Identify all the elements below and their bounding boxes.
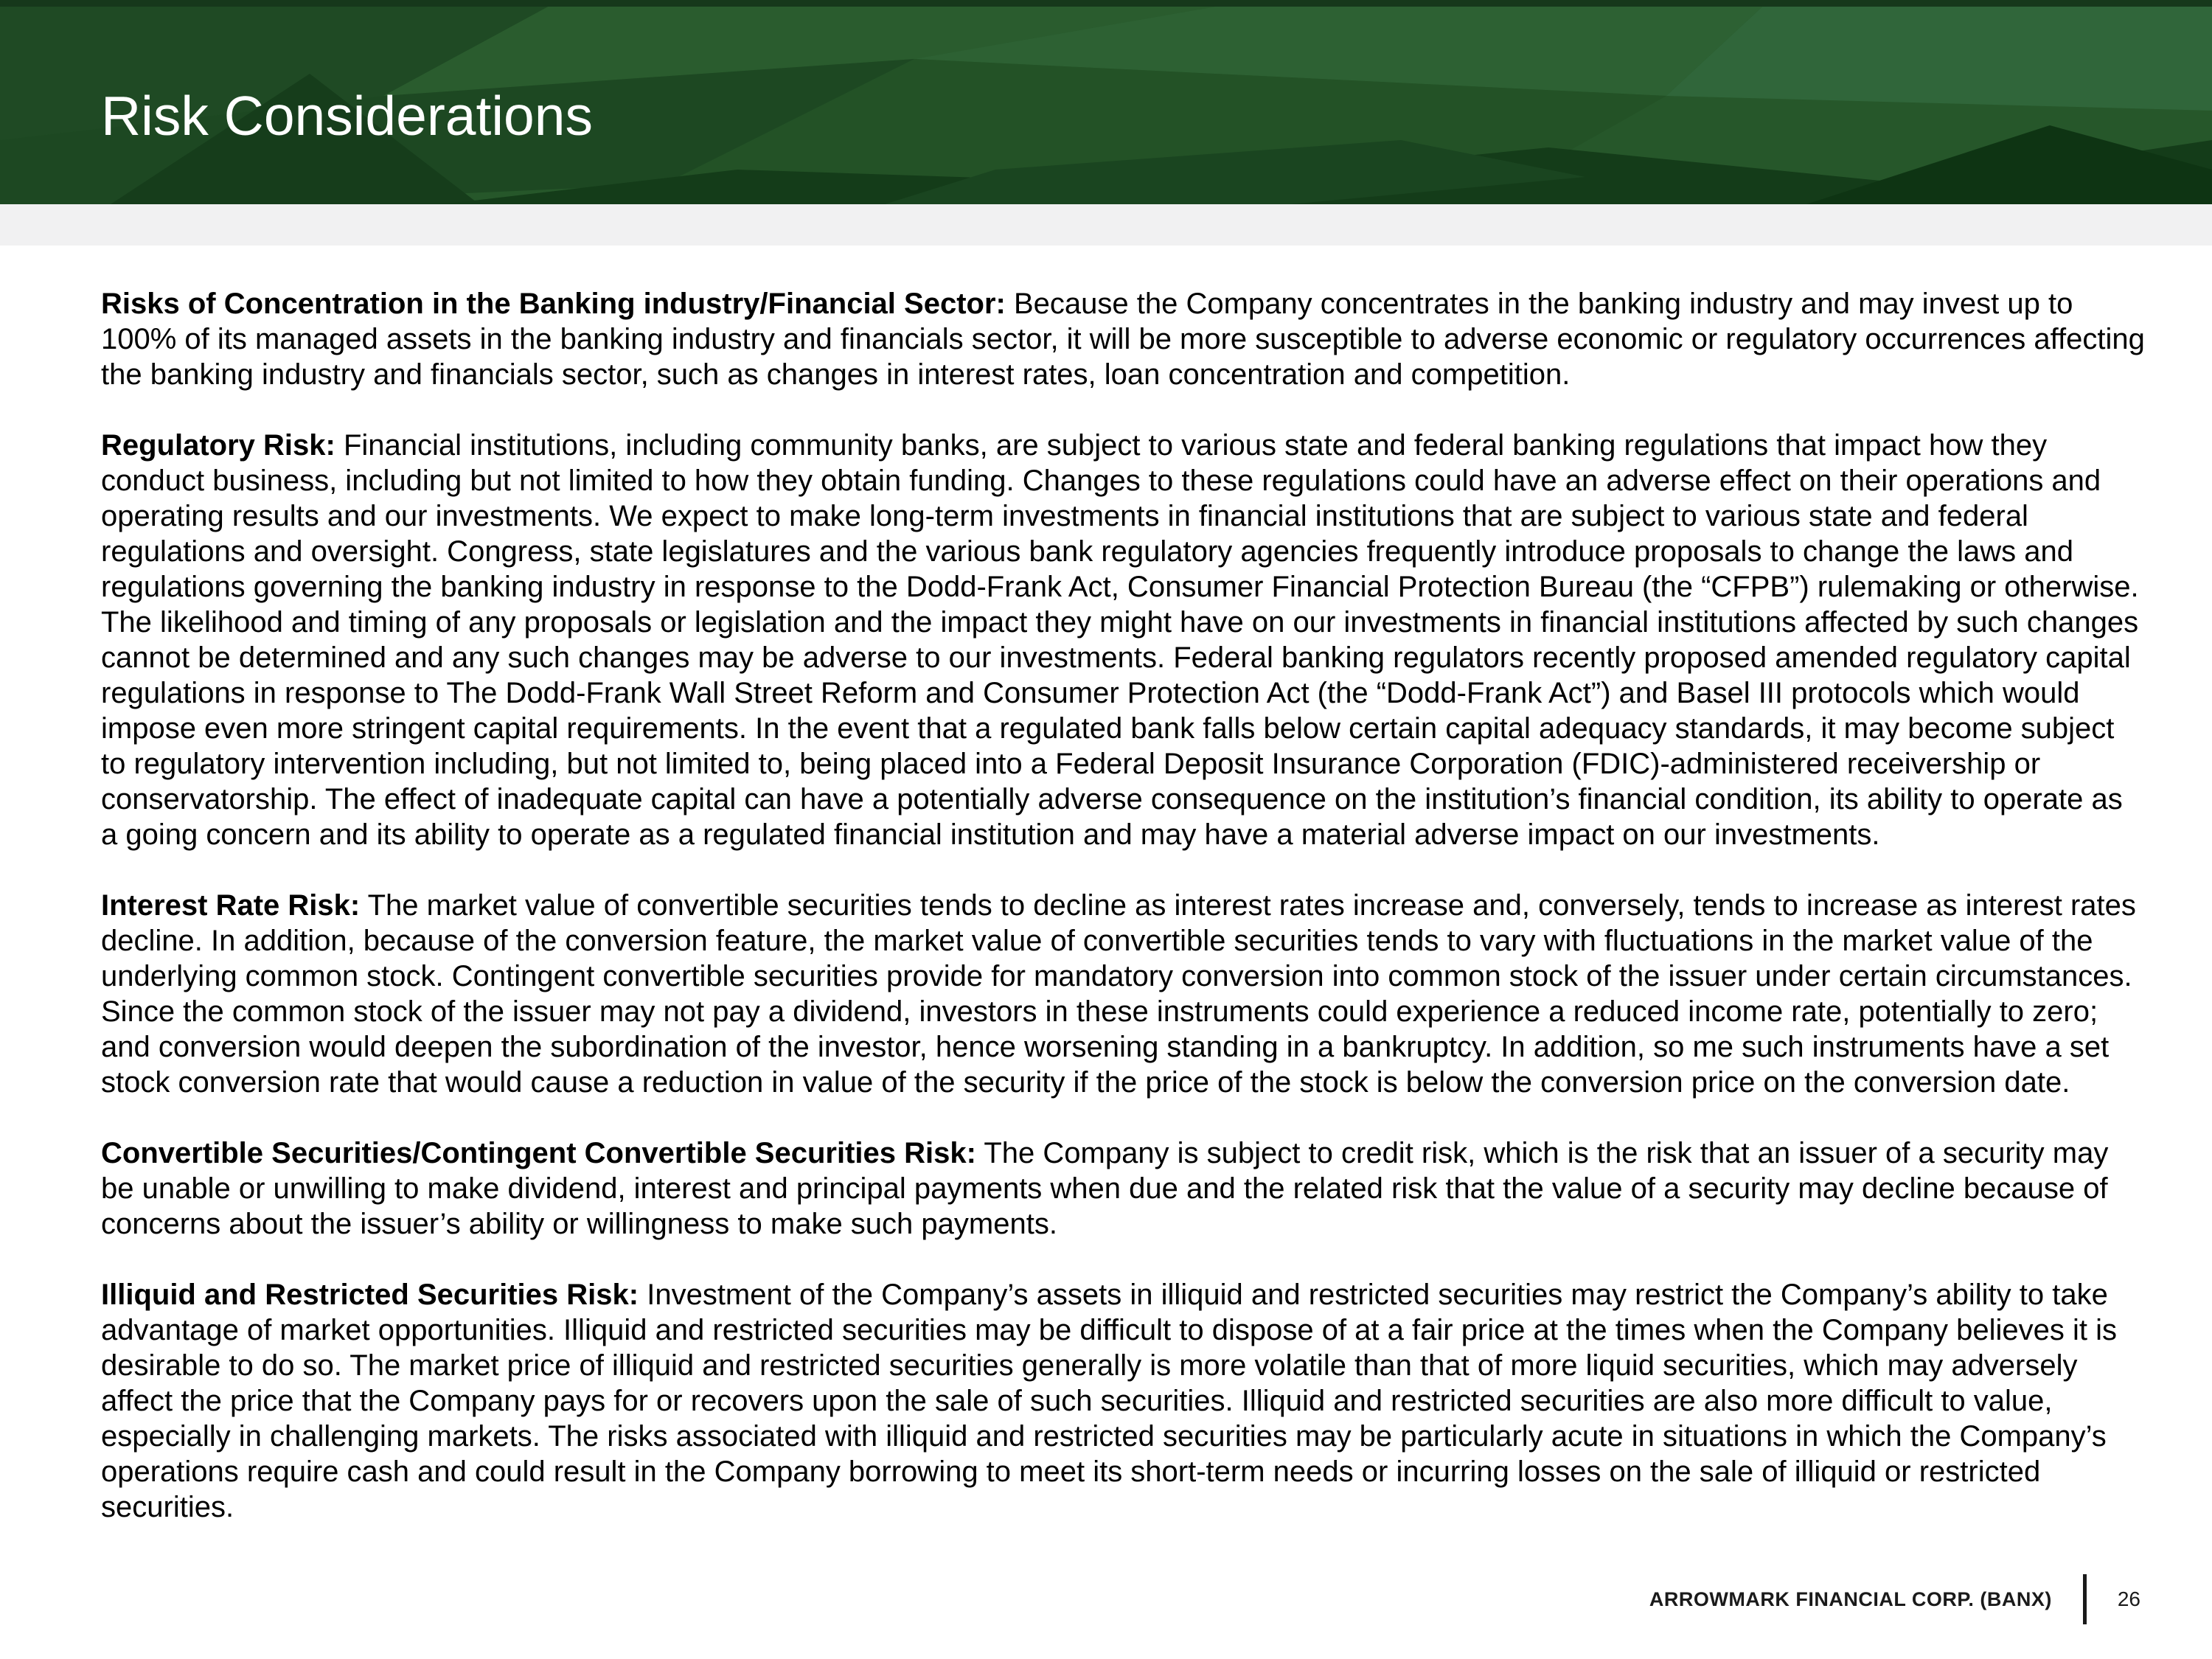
risk-paragraph-heading: Illiquid and Restricted Securities Risk: (101, 1279, 639, 1311)
header-banner (0, 0, 2212, 204)
risk-paragraph-convertible-securities (101, 1135, 2145, 1242)
subheader-strip (0, 204, 2212, 246)
risk-paragraphs (101, 246, 2145, 1560)
risk-paragraph-body: Financial institutions, including community banks, are subject to various state and federal banking regulations that impact how they conduct business, including but not limited to how they obtain funding. Changes to these regulations could have an adverse effect on their operations and operating results and our investments. We expect to make long-term investments in financial institutions that are subject to various state and federal regulations and oversight. Congress, state legislatures and the various bank regulatory agencies frequently introduce proposals to change the laws and regulations governing the banking industry in response to the Dodd-Frank Act, Consumer Financial Protection Bureau (the “CFPB”) rulemaking or otherwise. The likelihood and timing of any proposals or legislation and the impact they might have on our investments in financial institutions affected by such changes cannot be determined and any such changes may be adverse to our investments. Federal banking regulators recently proposed amended regulatory capital regulations in response to The Dodd-Frank Wall Street Reform and Consumer Protection Act (the “Dodd-Frank Act”) and Basel III protocols which would impose even more stringent capital requirements. In the event that a regulated bank falls below certain capital adequacy standards, it may become subject to regulatory intervention including, but not limited to, being placed into a Federal Deposit Insurance Corporation (FDIC)-administered receivership or conservatorship. The effect of inadequate capital can have a potentially adverse consequence on the institution’s financial condition, its ability to operate as a going concern and its ability to operate as a regulated financial institution and may have a material adverse impact on our investments. (101, 429, 2139, 851)
risk-paragraph-regulatory (101, 428, 2145, 852)
footer-page-number: 26 (2117, 1587, 2140, 1610)
footer (1649, 1573, 2140, 1626)
risk-paragraph-concentration (101, 286, 2145, 392)
risk-paragraph-heading: Regulatory Risk: (101, 429, 335, 462)
risk-paragraph-heading: Risks of Concentration in the Banking industry/Financial Sector: (101, 288, 1006, 320)
risk-paragraph-body: The market value of convertible securities tends to decline as interest rates increase and, conversely, tends to increase as interest rates decline. In addition, because of the conversion feature, the market value of convertible securities tends to vary with fluctuations in the market value of the underlying common stock. Contingent convertible securities provide for mandatory conversion into common stock of the issuer under certain circumstances. Since the common stock of the issuer may not pay a dividend, investors in these instruments could experience a reduced income rate, potentially to zero; and conversion would deepen the subordination of the investor, hence worsening standing in a bankruptcy. In addition, so me such instruments have a set stock conversion rate that would cause a reduction in value of the security if the price of the stock is below the conversion price on the conversion date. (101, 889, 2136, 1099)
risk-paragraph-body: Investment of the Company’s assets in illiquid and restricted securities may restrict the Company’s ability to take advantage of market opportunities. Illiquid and restricted securities may be difficult to dispose of at a fair price at the times when the Company believes it is desirable to do so. The market price of illiquid and restricted securities generally is more volatile than that of more liquid securities, which may adversely affect the price that the Company pays for or recovers upon the sale of such securities. Illiquid and restricted securities are also more difficult to value, especially in challenging markets. The risks associated with illiquid and restricted securities may be particularly acute in situations in which the Company’s operations require cash and could result in the Company borrowing to meet its short-term needs or incurring losses on the sale of illiquid or restricted securities. (101, 1279, 2118, 1523)
risk-paragraph-illiquid-securities (101, 1277, 2145, 1525)
footer-divider (2083, 1574, 2087, 1624)
footer-company-name: ARROWMARK FINANCIAL CORP. (BANX) (1649, 1587, 2052, 1610)
risk-paragraph-heading: Interest Rate Risk: (101, 889, 361, 922)
page-title: Risk Considerations (101, 85, 593, 147)
risk-paragraph-body: Because the Company concentrates in the banking industry and may invest up to 100% of its managed assets in the banking industry and financials sector, it will be more susceptible to adverse economic or regulatory occurrences affecting the banking industry and financials sector, such as changes in interest rates, loan concentration and competition. (101, 288, 2145, 391)
risk-paragraph-heading: Convertible Securities/Contingent Convertible Securities Risk: (101, 1137, 976, 1169)
risk-paragraph-interest-rate (101, 888, 2145, 1100)
risk-paragraph-body: The Company is subject to credit risk, which is the risk that an issuer of a security may be unable or unwilling to make dividend, interest and principal payments when due and the related risk that the value of a security may decline because of concerns about the issuer’s ability or willingness to make such payments. (101, 1137, 2109, 1240)
